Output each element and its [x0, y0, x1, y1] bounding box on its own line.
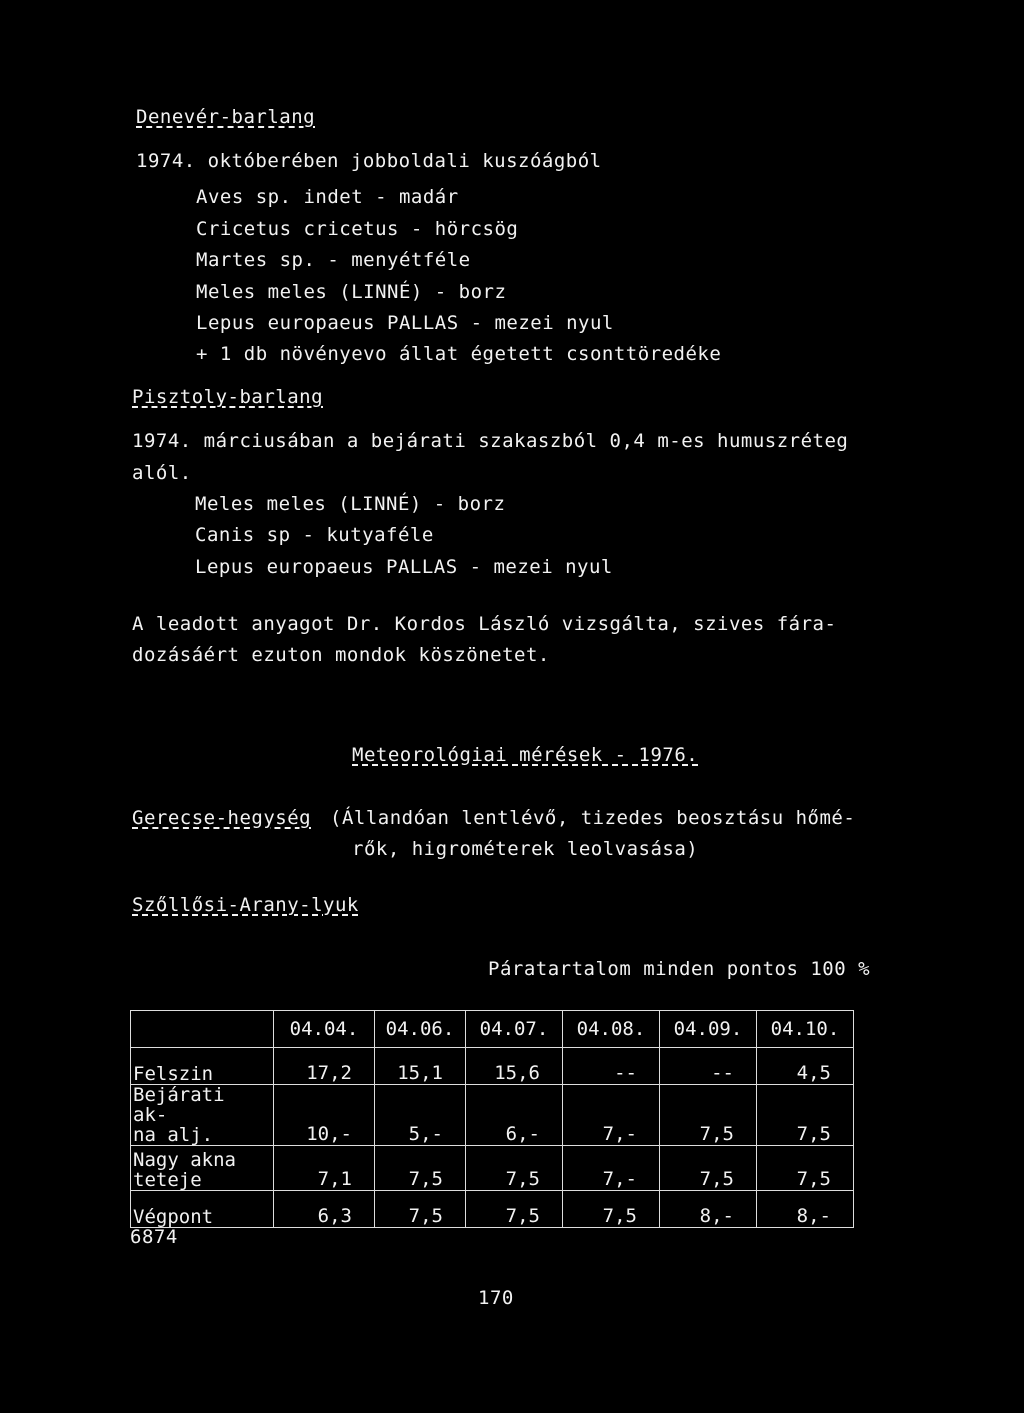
- table-cell: 7,5: [466, 1191, 563, 1228]
- section-intro: 1974. márciusában a bejárati szakaszból 0,4 m-es humuszréteg: [132, 430, 849, 452]
- table-cell: 17,2: [274, 1048, 375, 1085]
- table-header-cell: [131, 1011, 274, 1048]
- list-item: Martes sp. - menyétféle: [196, 249, 471, 271]
- table-header-cell: 04.10.: [757, 1011, 854, 1048]
- table-header-cell: 04.07.: [466, 1011, 563, 1048]
- table-cell: 4,5: [757, 1048, 854, 1085]
- meteo-title: Meteorológiai mérések - 1976.: [352, 744, 699, 766]
- thanks-text: A leadott anyagot Dr. Kordos László vizsgálta, szives fára-: [132, 613, 837, 635]
- meteo-note: rők, higrométerek leolvasása): [352, 838, 699, 860]
- table-cell: 6,-: [466, 1085, 563, 1146]
- table-cell: 7,-: [563, 1085, 660, 1146]
- table-cell: 7,5: [757, 1085, 854, 1146]
- list-item: Canis sp - kutyaféle: [195, 524, 434, 546]
- measurement-table: [130, 1010, 854, 1228]
- row-label: Nagy akna teteje: [131, 1146, 274, 1191]
- table-cell: 6,3: [274, 1191, 375, 1228]
- table-cell: 7,5: [375, 1191, 466, 1228]
- table-header-cell: 04.04.: [274, 1011, 375, 1048]
- table-header-cell: 04.09.: [660, 1011, 757, 1048]
- table-cell: 8,-: [757, 1191, 854, 1228]
- region-label: Gerecse-hegység: [132, 807, 312, 829]
- section-title-denever: Denevér-barlang: [136, 106, 316, 128]
- table-row: [131, 1146, 854, 1191]
- table-cell: --: [660, 1048, 757, 1085]
- table-row: [131, 1191, 854, 1228]
- meteo-note: (Állandóan lentlévő, tizedes beosztásu hőmé-: [330, 807, 856, 829]
- table-cell: 15,6: [466, 1048, 563, 1085]
- table-cell: 7,5: [757, 1146, 854, 1191]
- table-header-cell: 04.08.: [563, 1011, 660, 1048]
- list-item: Cricetus cricetus - hörcsög: [196, 218, 519, 240]
- table-cell: 7,5: [660, 1146, 757, 1191]
- list-item: Lepus europaeus PALLAS - mezei nyul: [195, 556, 613, 578]
- section-title-pisztoly: Pisztoly-barlang: [132, 386, 324, 408]
- table-cell: 7,5: [375, 1146, 466, 1191]
- table-cell: 7,-: [563, 1146, 660, 1191]
- table-cell: 7,5: [563, 1191, 660, 1228]
- list-item: + 1 db növényevo állat égetett csonttöredéke: [196, 343, 722, 365]
- table-cell: 15,1: [375, 1048, 466, 1085]
- list-item: Meles meles (LINNÉ) - borz: [195, 493, 506, 515]
- table-row: [131, 1085, 854, 1146]
- row-label: Bejárati ak- na alj.: [131, 1085, 274, 1146]
- table-row: [131, 1048, 854, 1085]
- table-cell: --: [563, 1048, 660, 1085]
- table-cell: 7,1: [274, 1146, 375, 1191]
- cave-label: Szőllősi-Arany-lyuk: [132, 894, 359, 916]
- table-cell: 7,5: [660, 1085, 757, 1146]
- table-cell: 10,-: [274, 1085, 375, 1146]
- table-cell: 7,5: [466, 1146, 563, 1191]
- footer-code: 6874: [130, 1226, 178, 1248]
- humidity-note: Páratartalom minden pontos 100 %: [488, 958, 871, 980]
- table-header-cell: 04.06.: [375, 1011, 466, 1048]
- section-intro: 1974. októberében jobboldali kuszóágból: [136, 150, 602, 172]
- page-number: 170: [478, 1287, 514, 1309]
- list-item: Meles meles (LINNÉ) - borz: [196, 281, 507, 303]
- row-label: Felszin: [131, 1048, 274, 1085]
- section-intro: alól.: [132, 462, 192, 484]
- list-item: Aves sp. indet - madár: [196, 186, 459, 208]
- table-cell: 5,-: [375, 1085, 466, 1146]
- row-label: Végpont: [131, 1191, 274, 1228]
- thanks-text: dozásáért ezuton mondok köszönetet.: [132, 644, 550, 666]
- table-cell: 8,-: [660, 1191, 757, 1228]
- list-item: Lepus europaeus PALLAS - mezei nyul: [196, 312, 614, 334]
- table-header-row: [131, 1011, 854, 1048]
